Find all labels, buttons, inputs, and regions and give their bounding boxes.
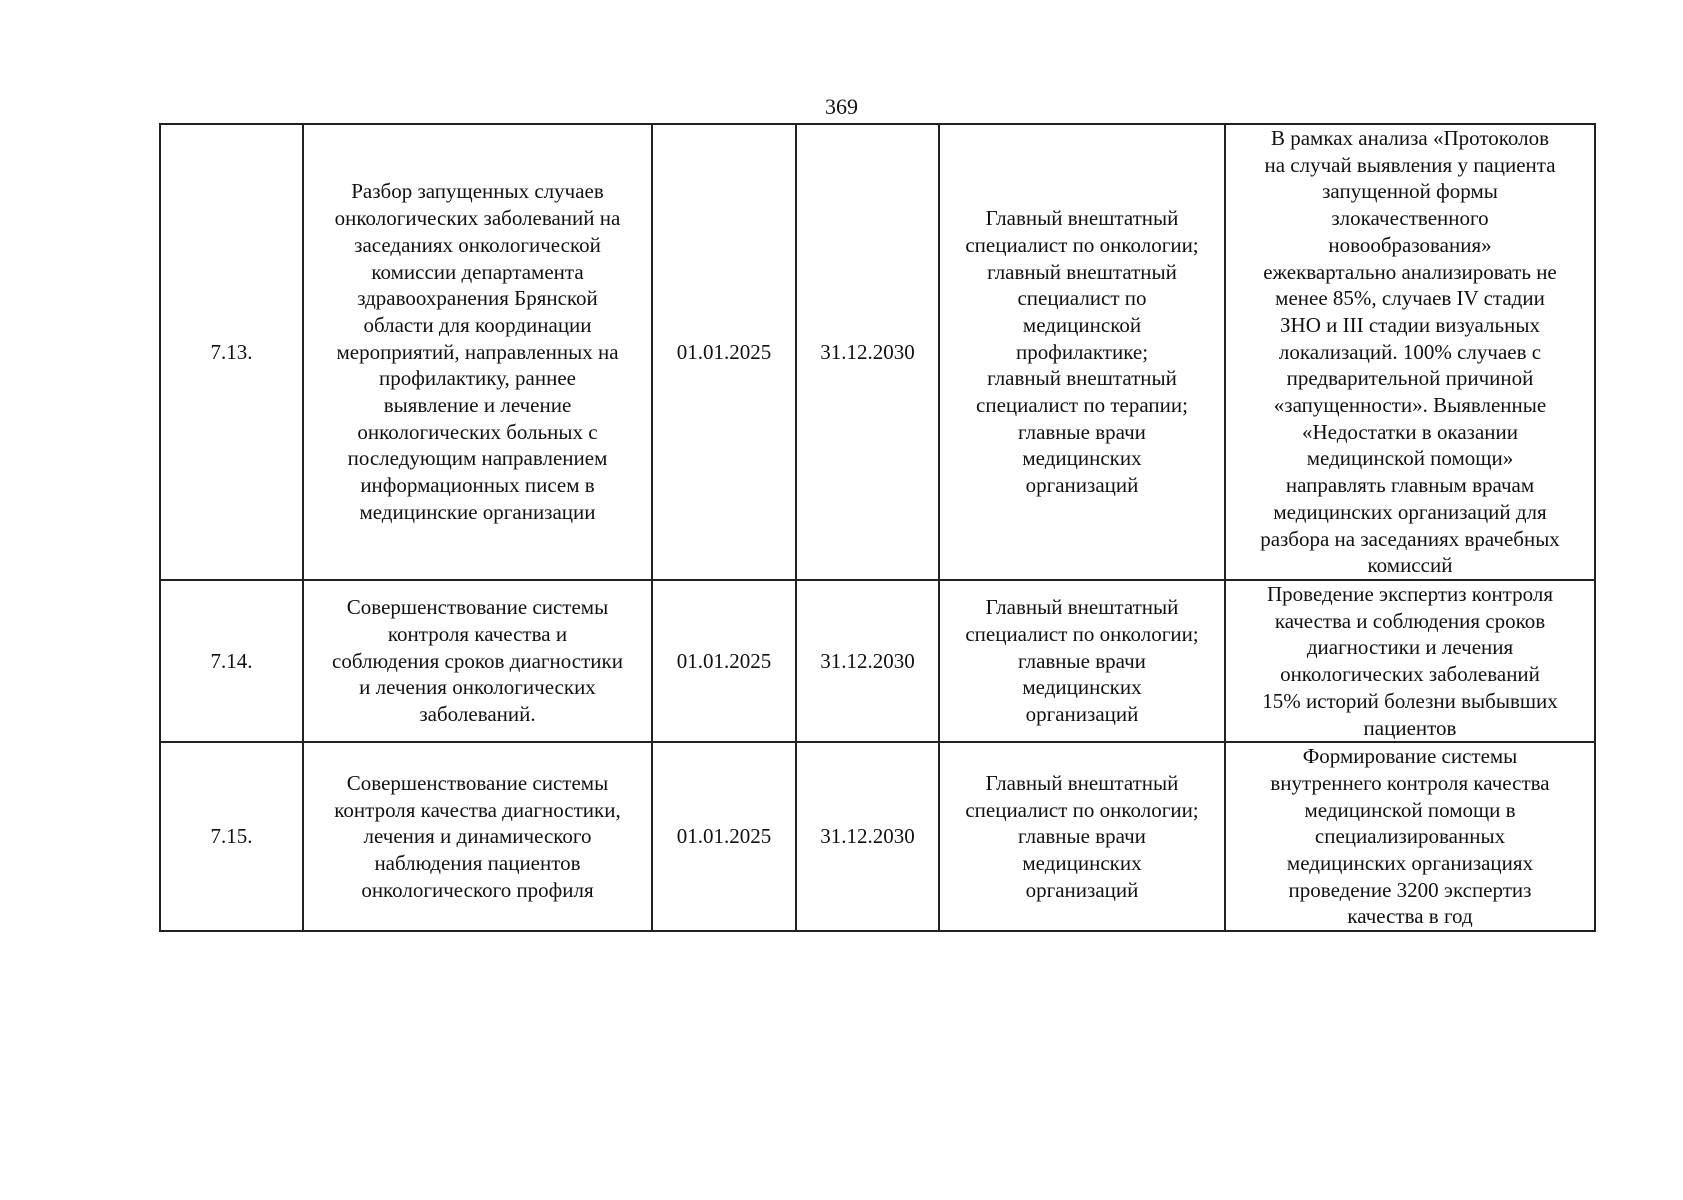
end-date: 31.12.2030 (796, 742, 939, 931)
expected-result: В рамках анализа «Протоколов на случай выявления у пациента запущенной формы злокачественного новообразования» ежеквартально анализировать не менее 85%, случаев IV стадии ЗНО и III стадии визуальных локализаций. 100% случаев с предварительной причиной «запущенности». Выявленные «Недостатки в оказании медицинской помощи» направлять главным врачам медицинских организаций для разбора на заседаниях врачебных комиссий (1225, 124, 1595, 580)
item-number: 7.13. (160, 124, 303, 580)
start-date: 01.01.2025 (652, 124, 796, 580)
start-date: 01.01.2025 (652, 742, 796, 931)
expected-result: Проведение экспертиз контроля качества и соблюдения сроков диагностики и лечения онкологических заболеваний 15% историй болезни выбывших пациентов (1225, 580, 1595, 742)
table-row (160, 124, 1595, 580)
responsible: Главный внештатный специалист по онкологии; главные врачи медицинских организаций (939, 580, 1225, 742)
start-date: 01.01.2025 (652, 580, 796, 742)
table-row (160, 580, 1595, 742)
table-row (160, 742, 1595, 931)
measure-name: Разбор запущенных случаев онкологических заболеваний на заседаниях онкологической комиссии департамента здравоохранения Брянской области для координации мероприятий, направленных на профилактику, раннее выявление и лечение онкологических больных с последующим направлением информационных писем в медицинские организации (303, 124, 652, 580)
responsible: Главный внештатный специалист по онкологии; главный внештатный специалист по медицинской профилактике; главный внештатный специалист по терапии; главные врачи медицинских организаций (939, 124, 1225, 580)
measure-name: Совершенствование системы контроля качества и соблюдения сроков диагностики и лечения онкологических заболеваний. (303, 580, 652, 742)
end-date: 31.12.2030 (796, 124, 939, 580)
item-number: 7.15. (160, 742, 303, 931)
item-number: 7.14. (160, 580, 303, 742)
end-date: 31.12.2030 (796, 580, 939, 742)
measure-name: Совершенствование системы контроля качества диагностики, лечения и динамического наблюдения пациентов онкологического профиля (303, 742, 652, 931)
measures-table (159, 123, 1596, 932)
expected-result: Формирование системы внутреннего контроля качества медицинской помощи в специализированных медицинских организациях проведение 3200 экспертиз качества в год (1225, 742, 1595, 931)
responsible: Главный внештатный специалист по онкологии; главные врачи медицинских организаций (939, 742, 1225, 931)
page-number: 369 (825, 94, 858, 119)
